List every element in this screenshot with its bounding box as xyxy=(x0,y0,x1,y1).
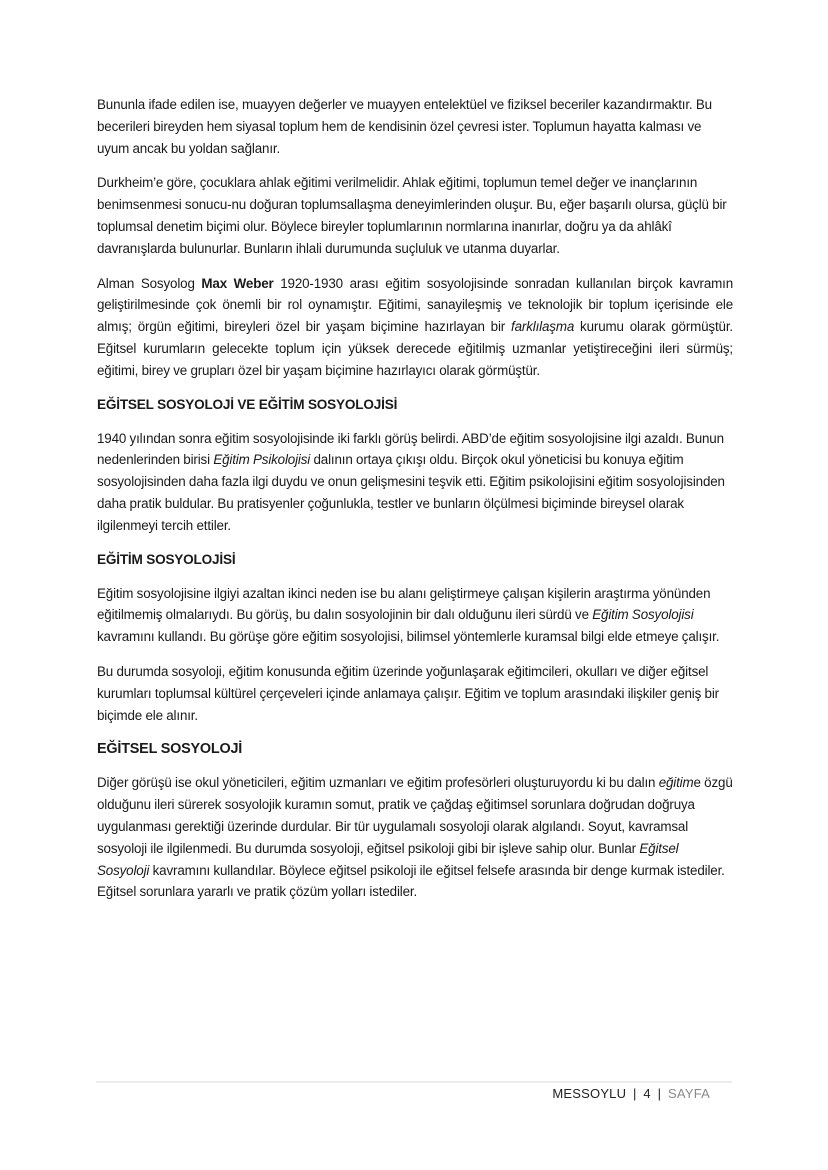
text-run: kurumu olarak görmüştür. Eğitsel kurumların gelecekte toplum için yüksek derecede eğitilmiş uzmanlar yetiştireceğini ileri sürmüş; eğitimi, birey ve grupları özel bir yaşam biçimine hazırlayıcı olarak görmüştür. xyxy=(97,319,733,378)
text-run: 1940 yılından sonra eğitim sosyolojisinde iki farklı görüş belirdi. ABD’de eğitim sosyolojisine ilgi azaldı. Bunun nedenlerinden birisi xyxy=(97,430,724,468)
italic-term: Eğitsel Sosyoloji xyxy=(97,840,679,878)
text-run: kavramını kullandılar. Böylece eğitsel psikoloji ile eğitsel felsefe arasında bir denge kurmak istediler. Eğitsel sorunlara yararlı ve pratik çözüm yolları istediler. xyxy=(97,862,725,900)
italic-term: eğitim xyxy=(658,775,694,791)
section-heading-egitsel-ve-egitim-sosyolojisi: EĞİTSEL SOSYOLOJİ VE EĞİTİM SOSYOLOJİSİ xyxy=(97,396,398,412)
footer-page-number: 4 xyxy=(643,1086,651,1101)
footer-divider xyxy=(96,1081,732,1083)
paragraph-1940 xyxy=(97,428,733,537)
footer-separator: | xyxy=(633,1086,637,1101)
italic-term: Eğitim Sosyolojisi xyxy=(592,607,694,623)
paragraph-bu-durumda: Bu durumda sosyoloji, eğitim konusunda eğitim üzerinde yoğunlaşarak eğitimcileri, okulları ve diğer eğitsel kurumları toplumsal kültürel çerçeveleri içinde anlamaya çalışır. Eğitim ve toplum arasındaki ilişkiler geniş bir biçimde ele alınır. xyxy=(97,663,719,723)
section-heading-egitsel-sosyoloji: EĞİTSEL SOSYOLOJİ xyxy=(97,741,243,758)
text-run: 1920-1930 arası eğitim sosyolojisinde sonradan kullanılan birçok kavramın geliştirilmesinde çok önemli bir rol oynamıştır. Eğitimi, sanayileşmiş ve teknolojik bir toplum içerisinde ele almış; örgün eğitimi, bireyleri özel bir yaşam biçimine hazırlayan bir xyxy=(97,275,733,335)
page-footer xyxy=(552,1086,710,1101)
text-run: Eğitim sosyolojisine ilgiyi azaltan ikinci neden ise bu alanı geliştirmeye çalışan kişilerin araştırma yönünden eğitilmemiş olmalarıydı. Bu görüş, bu dalın sosyolojinin bir dalı olduğunu ileri sürdü ve xyxy=(97,585,711,623)
text-run: kavramını kullandı. Bu görüşe göre eğitim sosyolojisi, bilimsel yöntemlerle kuramsal bilgi elde etmeye çalışır. xyxy=(97,629,720,645)
footer-separator: | xyxy=(657,1086,662,1101)
text-run: e özgü olduğunu ileri sürerek sosyolojik kuramın somut, pratik ve çağdaş eğitimsel sorunlara doğrudan doğruya uygulanması gerektiği üzerinde durdular. Bir tür uygulamalı sosyoloji olarak algılandı. Soyut, kavramsal sosyoloji ile ilgilenmedi. Bu durumda sosyoloji, eğitsel psikoloji gibi bir işleve sahip olur. Bunlar xyxy=(97,775,733,856)
text-run: Alman Sosyolog xyxy=(97,275,202,291)
paragraph-weber xyxy=(97,273,733,382)
text-run: Diğer görüşü ise okul yöneticileri, eğitim uzmanları ve eğitim profesörleri oluşturuyordu ki bu dalın xyxy=(97,775,659,791)
paragraph-diger-gorusu xyxy=(97,772,733,903)
paragraph-ikinci-neden xyxy=(97,583,733,648)
document-page xyxy=(97,94,733,916)
bold-name-max-weber: Max Weber xyxy=(201,275,274,291)
paragraph-intro: Bununla ifade edilen ise, muayyen değerler ve muayyen entelektüel ve fiziksel beceriler kazandırmaktır. Bu becerileri bireyden hem siyasal toplum hem de kendisinin özel çevresi ister. Toplumun hayatta kalması ve uyum ancak bu yoldan sağlanır. xyxy=(97,97,712,156)
text-run: dalının ortaya çıkışı oldu. Birçok okul yöneticisi bu konuya eğitim sosyolojisinden daha fazla ilgi duydu ve onun gelişmesini teşvik etti. Eğitim psikolojisini eğitim sosyolojisinden daha pratik buldular. Bu pratisyenler çoğunlukla, testler ve bunların ölçülmesi biçiminde bireysel olarak ilgilenmeyi tercih ettiler. xyxy=(97,452,725,533)
paragraph-durkheim: Durkheim’e göre, çocuklara ahlak eğitimi verilmelidir. Ahlak eğitimi, toplumun temel değer ve inançlarının benimsenmesi sonucu-nu doğuran toplumsallaşma deneyimlerinden oluşur. Bu, eğer başarılı olursa, güçlü bir toplumsal denetim biçimi olur. Böylece bireyler toplumlarının normlarına inanırlar, doğru ya da ahlâkî davranışlarda bulunurlar. Bunların ihlali durumunda suçluluk ve utanma duyarlar. xyxy=(97,175,727,256)
footer-page-label: SAYFA xyxy=(668,1086,710,1101)
section-heading-egitim-sosyolojisi: EĞİTİM SOSYOLOJİSİ xyxy=(97,551,236,567)
italic-term: Eğitim Psikolojisi xyxy=(213,452,311,468)
italic-term: farklılaşma xyxy=(511,319,575,335)
footer-author: MESSOYLU xyxy=(552,1086,627,1101)
